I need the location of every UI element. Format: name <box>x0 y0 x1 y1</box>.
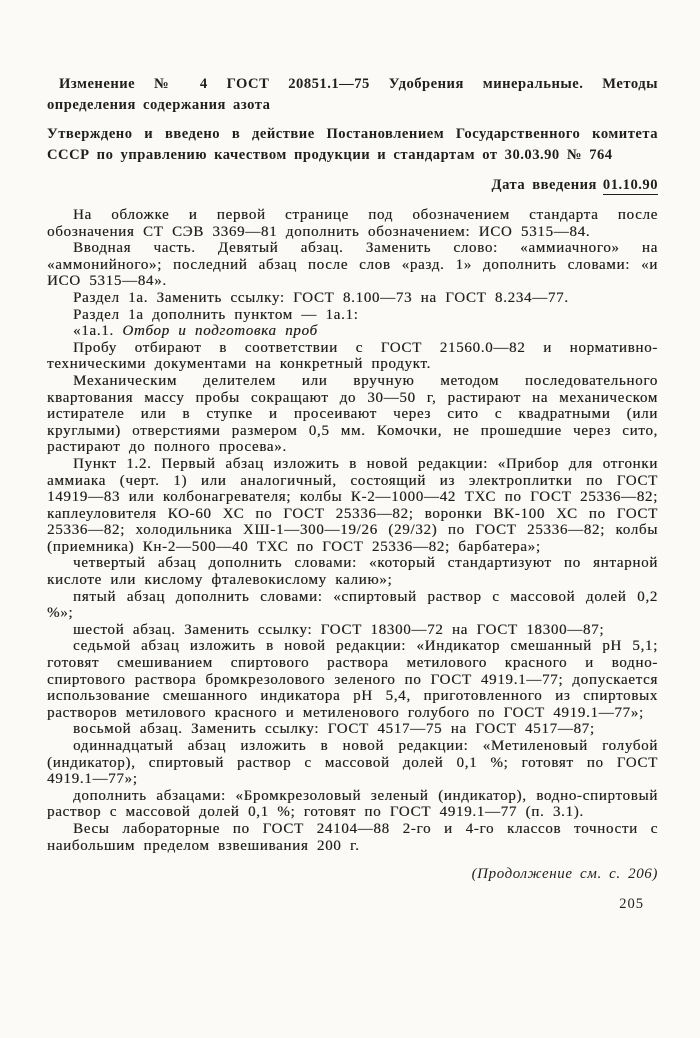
paragraph: Вводная часть. Девятый абзац. Заменить слово: «аммиачного» на «аммонийного»; последний абзац после слов «разд. 1» дополнить словами: «и ИСО 5315—84». <box>47 240 658 290</box>
paragraph: одиннадцатый абзац изложить в новой редакции: «Метиленовый голубой (индикатор), спиртовый раствор с массовой долей 0,1 %; готовят по ГОСТ 4919.1—77»; <box>47 738 658 788</box>
paragraph: Пункт 1.2. Первый абзац изложить в новой редакции: «Прибор для отгонки аммиака (черт. 1) или аналогичный, состоящий из электроплитки по ГОСТ 14919—83 или колбонагревателя; колбы К-2—1000—42 ТХС по ГОСТ 25336—82; каплеуловителя КО-60 ХС по ГОСТ 25336—82; воронки ВК-100 ХС по ГОСТ 25336—82; холодильника ХШ-1—300—19/26 (29/32) по ГОСТ 25336—82; колбы (приемника) Кн-2—500—40 ТХС по ГОСТ 25336—82; барбатера»; <box>47 455 658 555</box>
clause-number: «1а.1. <box>73 323 123 340</box>
effective-date-value: 01.10.90 <box>602 177 658 193</box>
paragraph: Весы лабораторные по ГОСТ 24104—88 2-го и 4-го классов точности с наибольшим пределом взвешивания 200 г. <box>47 820 658 854</box>
continuation-note: (Продолжение см. с. 206) <box>471 866 658 883</box>
document-header <box>47 74 658 196</box>
paragraph: Раздел 1а дополнить пунктом — 1а.1: <box>73 306 359 323</box>
paragraph: дополнить абзацами: «Бромкрезоловый зеленый (индикатор), водно-спиртовый раствор с массовой долей 0,1 %; готовят по ГОСТ 4919.1—77 (п. 3.1). <box>47 787 658 821</box>
paragraph: пятый абзац дополнить словами: «спиртовый раствор с массовой долей 0,2 %»; <box>47 588 658 622</box>
document-title: Изменение № 4 ГОСТ 20851.1—75 Удобрения минеральные. Методы определения содержания азота <box>47 76 658 113</box>
clause-heading <box>47 323 658 340</box>
effective-date-label: Дата введения <box>491 177 597 193</box>
paragraph: На обложке и первой странице под обозначением стандарта после обозначения СТ СЭВ 3369—81 дополнить обозначением: ИСО 5315—84. <box>47 207 658 240</box>
paragraph: Механическим делителем или вручную методом последовательного квартования массу пробы сокращают до 30—50 г, растирают на механическом истирателе или в ступке и просеивают через сито с квадратными (или круглыми) отверстиями размером 0,5 мм. Комочки, не прошедшие через сито, растирают до полного просева». <box>47 372 658 456</box>
paragraph: седьмой абзац изложить в новой редакции: «Индикатор смешанный рН 5,1; готовят смешиванием спиртового раствора метилового красного и водно-спиртового раствора бромкрезолового зеленого по ГОСТ 4919.1—77; допускается использование смешанного индикатора рН 5,4, приготовленного из спиртовых растворов метилового красного и метиленового голубого по ГОСТ 4919.1—77»; <box>47 638 658 721</box>
paragraph: восьмой абзац. Заменить ссылку: ГОСТ 4517—75 на ГОСТ 4517—87; <box>73 721 595 738</box>
paragraph: шестой абзац. Заменить ссылку: ГОСТ 18300—72 на ГОСТ 18300—87; <box>73 621 605 638</box>
approval-statement: Утверждено и введено в действие Постановлением Государственного комитета СССР по управлению качеством продукции и стандартам от 30.03.90 № 764 <box>47 126 658 163</box>
clause-title: Отбор и подготовка проб <box>122 323 318 340</box>
paragraph: Раздел 1а. Заменить ссылку: ГОСТ 8.100—73 на ГОСТ 8.234—77. <box>73 289 569 306</box>
page-number: 205 <box>619 896 644 913</box>
paragraph: Пробу отбирают в соответствии с ГОСТ 21560.0—82 и нормативно-техническими документами на конкретный продукт. <box>47 339 658 373</box>
document-body <box>47 207 658 854</box>
paragraph: четвертый абзац дополнить словами: «который стандартизуют по янтарной кислоте или кислому фталевокислому калию»; <box>47 555 658 589</box>
effective-date-line <box>47 175 658 196</box>
